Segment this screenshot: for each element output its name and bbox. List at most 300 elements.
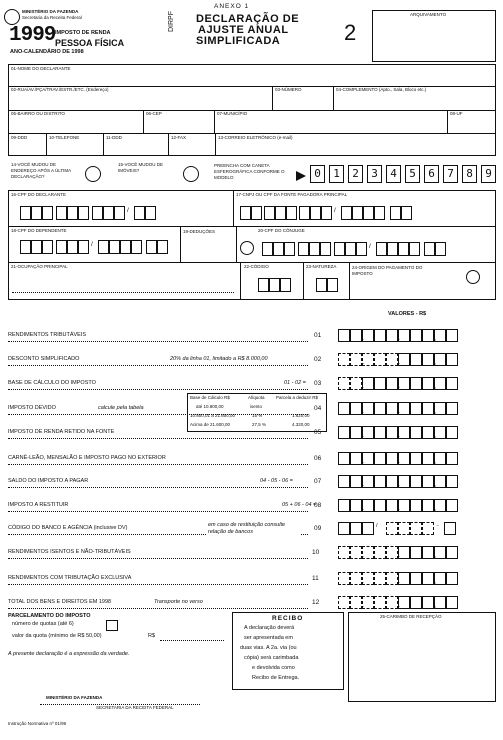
nature-label: 23-NATUREZA bbox=[306, 264, 337, 269]
dependent-cpf-label: 18-CPF DO DEPENDENTE bbox=[11, 228, 67, 233]
value-separator: . bbox=[363, 603, 365, 609]
divider bbox=[233, 190, 234, 226]
value-cell[interactable] bbox=[350, 426, 362, 439]
value-cell[interactable] bbox=[410, 596, 422, 609]
spouse-digit-cell[interactable] bbox=[424, 242, 435, 256]
cnpj-digit-cell[interactable] bbox=[374, 206, 385, 220]
value-cell[interactable] bbox=[446, 596, 458, 609]
line-label: IMPOSTO DE RENDA RETIDO NA FONTE bbox=[8, 429, 115, 435]
value-separator: . bbox=[399, 384, 401, 390]
spouse-digit-cell[interactable] bbox=[376, 242, 387, 256]
value-cell[interactable] bbox=[422, 499, 434, 512]
value-cell[interactable] bbox=[350, 546, 362, 559]
agency-code-cell[interactable] bbox=[386, 522, 398, 535]
dependent-digit-cell[interactable] bbox=[78, 240, 89, 254]
line-label: BASE DE CÁLCULO DO IMPOSTO bbox=[8, 380, 96, 386]
divider bbox=[214, 110, 215, 133]
value-cell[interactable] bbox=[362, 426, 374, 439]
reception-stamp-label: 25-CARIMBO DE RECEPÇÃO bbox=[380, 614, 442, 619]
digit-model-cell: 1 bbox=[329, 165, 344, 183]
value-cell[interactable] bbox=[410, 426, 422, 439]
slash-separator: / bbox=[91, 241, 93, 248]
line-leader bbox=[8, 365, 308, 366]
value-separator: . bbox=[399, 553, 401, 559]
bank-code-cell[interactable] bbox=[350, 522, 362, 535]
code-vertical: DIRPF bbox=[168, 11, 175, 32]
tax-table-r1c1: até 10.800,00 bbox=[196, 404, 224, 409]
agency-code-cell[interactable] bbox=[422, 522, 434, 535]
line-note: 04 - 05 - 06 = bbox=[260, 478, 293, 484]
value-cell[interactable] bbox=[398, 452, 410, 465]
value-cell[interactable] bbox=[410, 329, 422, 342]
spouse-digit-cell[interactable] bbox=[387, 242, 398, 256]
installment-value-field[interactable] bbox=[160, 640, 224, 641]
value-cell[interactable] bbox=[350, 329, 362, 342]
calendar-year: ANO-CALENDÁRIO DE 1998 bbox=[10, 49, 84, 55]
value-cell[interactable] bbox=[446, 572, 458, 585]
cnpj-digit-cell[interactable] bbox=[401, 206, 412, 220]
number-field-label: 03-NÚMERO bbox=[275, 87, 302, 92]
cpf-digit-cell[interactable] bbox=[42, 206, 53, 220]
spouse-digit-cell[interactable] bbox=[320, 242, 331, 256]
value-cell[interactable] bbox=[434, 377, 446, 390]
value-cell[interactable] bbox=[422, 572, 434, 585]
line-note: calcule pela tabela bbox=[98, 405, 144, 411]
archive-label: ARQUIVAMENTO bbox=[410, 12, 447, 17]
value-cell[interactable] bbox=[374, 377, 386, 390]
value-cell[interactable] bbox=[362, 596, 374, 609]
value-cell[interactable] bbox=[350, 499, 362, 512]
city-field-label: 07-MUNICÍPIO bbox=[217, 111, 248, 116]
value-separator: . bbox=[363, 336, 365, 342]
value-cell[interactable] bbox=[422, 353, 434, 366]
value-cell[interactable] bbox=[434, 546, 446, 559]
value-cell[interactable] bbox=[410, 546, 422, 559]
value-cell[interactable] bbox=[362, 475, 374, 488]
value-cell[interactable] bbox=[398, 546, 410, 559]
cpf-digit-cell[interactable] bbox=[114, 206, 125, 220]
value-cell[interactable] bbox=[446, 426, 458, 439]
value-cell[interactable] bbox=[434, 475, 446, 488]
value-cell[interactable] bbox=[446, 499, 458, 512]
value-cell[interactable] bbox=[338, 426, 350, 439]
value-cell[interactable] bbox=[362, 402, 374, 415]
value-cell[interactable] bbox=[410, 475, 422, 488]
divider bbox=[8, 262, 496, 263]
value-cell[interactable] bbox=[338, 475, 350, 488]
arrow-right-icon bbox=[296, 171, 306, 181]
line-note: 01 - 02 = bbox=[284, 380, 306, 386]
value-cell[interactable] bbox=[350, 402, 362, 415]
slash-separator: / bbox=[376, 523, 378, 529]
value-cell[interactable] bbox=[350, 572, 362, 585]
line-label: RENDIMENTOS ISENTOS E NÃO-TRIBUTÁVEIS bbox=[8, 549, 131, 555]
value-cell[interactable] bbox=[362, 353, 374, 366]
tax-type-2: PESSOA FÍSICA bbox=[55, 38, 125, 48]
value-cell[interactable] bbox=[338, 329, 350, 342]
cpf-digit-cell[interactable] bbox=[92, 206, 103, 220]
value-cell[interactable] bbox=[350, 452, 362, 465]
dash-separator: - bbox=[437, 523, 439, 529]
occupation-code-cell[interactable] bbox=[280, 278, 291, 292]
value-cell[interactable] bbox=[434, 329, 446, 342]
email-field-label: 13-CORREIO ELETRÔNICO (e-mail) bbox=[218, 135, 293, 140]
dependent-digit-cell[interactable] bbox=[109, 240, 120, 254]
value-cell[interactable] bbox=[434, 426, 446, 439]
cnpj-digit-cell[interactable] bbox=[321, 206, 332, 220]
value-separator: . bbox=[363, 482, 365, 488]
value-separator: . bbox=[363, 506, 365, 512]
slash-separator: / bbox=[369, 243, 371, 250]
value-cell[interactable] bbox=[350, 353, 362, 366]
value-cell[interactable] bbox=[386, 572, 398, 585]
installments-title: PARCELAMENTO DO IMPOSTO bbox=[8, 613, 91, 619]
dependent-digit-cell[interactable] bbox=[42, 240, 53, 254]
value-cell[interactable] bbox=[398, 475, 410, 488]
line-number: 01 bbox=[314, 332, 322, 339]
value-cell[interactable] bbox=[398, 596, 410, 609]
value-cell[interactable] bbox=[434, 402, 446, 415]
value-cell[interactable] bbox=[350, 377, 362, 390]
deductions-radio[interactable] bbox=[240, 241, 254, 255]
digit-model-cell: 8 bbox=[462, 165, 477, 183]
digit-model-cell: 7 bbox=[443, 165, 458, 183]
value-separator: , bbox=[435, 459, 437, 465]
value-cell[interactable] bbox=[422, 377, 434, 390]
value-cell[interactable] bbox=[338, 402, 350, 415]
value-cell[interactable] bbox=[374, 452, 386, 465]
divider bbox=[447, 110, 448, 133]
divider bbox=[240, 262, 241, 300]
tax-table-r2c1: 10.800,01 a 21.600,00 bbox=[190, 413, 236, 418]
divider bbox=[168, 133, 169, 156]
value-cell[interactable] bbox=[434, 452, 446, 465]
value-cell[interactable] bbox=[446, 329, 458, 342]
value-cell[interactable] bbox=[386, 546, 398, 559]
receipt-line-6: Recibo de Entrega. bbox=[252, 675, 300, 681]
dependent-digit-cell[interactable] bbox=[56, 240, 67, 254]
value-cell[interactable] bbox=[362, 572, 374, 585]
spouse-digit-cell[interactable] bbox=[284, 242, 295, 256]
line-label: RENDIMENTOS COM TRIBUTAÇÃO EXCLUSIVA bbox=[8, 575, 132, 581]
secretariat-name: Secretaria da Receita Federal bbox=[22, 15, 82, 20]
dependent-digit-cell[interactable] bbox=[20, 240, 31, 254]
value-cell[interactable] bbox=[386, 402, 398, 415]
slash-separator: / bbox=[127, 207, 129, 214]
reception-stamp-box[interactable] bbox=[348, 612, 496, 702]
complement-field-label: 04-COMPLEMENTO (Apto., Sala, Bloco etc.) bbox=[336, 87, 427, 92]
line-note: Transporte no verso bbox=[154, 599, 203, 605]
spouse-digit-cell[interactable] bbox=[409, 242, 420, 256]
value-cell[interactable] bbox=[434, 596, 446, 609]
cnpj-label: 17-CNPJ OU CPF DA FONTE PAGADORA PRINCIPAL bbox=[236, 192, 348, 197]
value-cell[interactable] bbox=[446, 353, 458, 366]
installments-count-field[interactable] bbox=[106, 620, 118, 631]
cpf-digit-cell[interactable] bbox=[78, 206, 89, 220]
value-separator: , bbox=[435, 336, 437, 342]
value-separator: . bbox=[399, 336, 401, 342]
installments-count: número de quotas (até 6) bbox=[12, 621, 74, 627]
cpf-digit-cell[interactable] bbox=[103, 206, 114, 220]
value-separator: , bbox=[435, 603, 437, 609]
value-cell[interactable] bbox=[410, 377, 422, 390]
value-cell[interactable] bbox=[374, 572, 386, 585]
line-number: 06 bbox=[314, 455, 322, 462]
line-note: 05 + 06 - 04 = bbox=[282, 502, 317, 508]
spouse-digit-cell[interactable] bbox=[262, 242, 273, 256]
value-cell[interactable] bbox=[434, 499, 446, 512]
value-cell[interactable] bbox=[386, 329, 398, 342]
cnpj-digit-cell[interactable] bbox=[352, 206, 363, 220]
value-cell[interactable] bbox=[362, 377, 374, 390]
value-cell[interactable] bbox=[338, 596, 350, 609]
line-label: IMPOSTO A RESTITUIR bbox=[8, 502, 69, 508]
occupation-label: 21-OCUPAÇÃO PRINCIPAL bbox=[11, 264, 68, 269]
value-cell[interactable] bbox=[398, 377, 410, 390]
value-cell[interactable] bbox=[338, 546, 350, 559]
divider bbox=[333, 86, 334, 110]
tax-table-r3c1: Acima de 21.600,00 bbox=[190, 422, 231, 427]
value-cell[interactable] bbox=[386, 426, 398, 439]
cnpj-digit-cell[interactable] bbox=[286, 206, 297, 220]
value-cell[interactable] bbox=[398, 572, 410, 585]
value-cell[interactable] bbox=[446, 475, 458, 488]
tax-type-1: IMPOSTO DE RENDA bbox=[55, 30, 111, 36]
value-cell[interactable] bbox=[374, 426, 386, 439]
line-number: 04 bbox=[314, 405, 322, 412]
value-cell[interactable] bbox=[350, 596, 362, 609]
value-separator: , bbox=[435, 553, 437, 559]
receipt-line-1: A declaração deverá bbox=[244, 625, 295, 631]
receipt-title: RECIBO bbox=[272, 615, 304, 622]
line-leader bbox=[8, 464, 308, 465]
cpf-digit-cell[interactable] bbox=[145, 206, 156, 220]
value-cell[interactable] bbox=[386, 596, 398, 609]
bank-code-cell[interactable] bbox=[362, 522, 374, 535]
spouse-digit-cell[interactable] bbox=[435, 242, 446, 256]
archive-box[interactable] bbox=[372, 10, 496, 62]
tax-table-h1: Base de Cálculo R$ bbox=[190, 395, 230, 400]
value-separator: . bbox=[399, 506, 401, 512]
value-cell[interactable] bbox=[398, 499, 410, 512]
value-cell[interactable] bbox=[386, 353, 398, 366]
line-leader bbox=[8, 558, 308, 559]
dependent-digit-cell[interactable] bbox=[157, 240, 168, 254]
value-separator: . bbox=[399, 579, 401, 585]
value-cell[interactable] bbox=[374, 329, 386, 342]
value-separator: , bbox=[435, 360, 437, 366]
value-cell[interactable] bbox=[374, 546, 386, 559]
value-cell[interactable] bbox=[422, 546, 434, 559]
value-cell[interactable] bbox=[446, 546, 458, 559]
occupation-code-cell[interactable] bbox=[269, 278, 280, 292]
cnpj-digit-cell[interactable] bbox=[310, 206, 321, 220]
value-separator: , bbox=[435, 579, 437, 585]
value-cell[interactable] bbox=[374, 402, 386, 415]
tax-table-h2: Alíquota bbox=[248, 395, 265, 400]
divider bbox=[8, 226, 496, 227]
value-separator: . bbox=[363, 433, 365, 439]
line-label: DESCONTO SIMPLIFICADO bbox=[8, 356, 80, 362]
divider bbox=[349, 262, 350, 300]
agency-dv-cell[interactable] bbox=[444, 522, 456, 535]
cnpj-digit-cell[interactable] bbox=[240, 206, 251, 220]
spouse-digit-cell[interactable] bbox=[398, 242, 409, 256]
value-cell[interactable] bbox=[422, 329, 434, 342]
value-cell[interactable] bbox=[434, 353, 446, 366]
value-cell[interactable] bbox=[362, 452, 374, 465]
value-cell[interactable] bbox=[350, 475, 362, 488]
ministry-bottom: MINISTÉRIO DA FAZENDA bbox=[46, 695, 103, 700]
cpf-digit-cell[interactable] bbox=[31, 206, 42, 220]
year-label: 1999 bbox=[9, 24, 56, 47]
spouse-digit-cell[interactable] bbox=[273, 242, 284, 256]
line-leader bbox=[8, 487, 308, 488]
value-cell[interactable] bbox=[410, 353, 422, 366]
value-cell[interactable] bbox=[422, 452, 434, 465]
line-number: 03 bbox=[314, 380, 322, 387]
value-separator: , bbox=[435, 409, 437, 415]
value-cell[interactable] bbox=[398, 353, 410, 366]
truth-statement: A presente declaração é a expressão da verdade. bbox=[8, 651, 130, 657]
value-cell[interactable] bbox=[446, 402, 458, 415]
form-title-2: AJUSTE ANUAL bbox=[198, 24, 289, 36]
value-separator: . bbox=[363, 360, 365, 366]
occupation-field[interactable] bbox=[12, 292, 234, 293]
value-cell[interactable] bbox=[338, 353, 350, 366]
value-cell[interactable] bbox=[410, 572, 422, 585]
value-cell[interactable] bbox=[422, 475, 434, 488]
value-cell[interactable] bbox=[398, 402, 410, 415]
cnpj-digit-cell[interactable] bbox=[251, 206, 262, 220]
value-cell[interactable] bbox=[434, 572, 446, 585]
cnpj-digit-cell[interactable] bbox=[275, 206, 286, 220]
value-cell[interactable] bbox=[338, 499, 350, 512]
flag-1-radio[interactable] bbox=[85, 166, 101, 182]
values-header: VALORES - R$ bbox=[388, 311, 427, 317]
agency-code-cell[interactable] bbox=[410, 522, 422, 535]
cnpj-digit-cell[interactable] bbox=[390, 206, 401, 220]
value-cell[interactable] bbox=[374, 353, 386, 366]
line-leader bbox=[8, 341, 308, 342]
spouse-cpf-label: 20-CPF DO CÔNJUGE bbox=[258, 228, 305, 233]
value-cell[interactable] bbox=[398, 329, 410, 342]
cep-field-label: 06-CEP bbox=[146, 111, 162, 116]
dependent-digit-cell[interactable] bbox=[67, 240, 78, 254]
cpf-digit-cell[interactable] bbox=[20, 206, 31, 220]
divider bbox=[143, 110, 144, 133]
value-cell[interactable] bbox=[410, 499, 422, 512]
dependent-digit-cell[interactable] bbox=[131, 240, 142, 254]
agency-code-cell[interactable] bbox=[398, 522, 410, 535]
dependent-digit-cell[interactable] bbox=[31, 240, 42, 254]
value-cell[interactable] bbox=[338, 377, 350, 390]
value-separator: . bbox=[399, 603, 401, 609]
value-cell[interactable] bbox=[362, 329, 374, 342]
cpf-digit-cell[interactable] bbox=[134, 206, 145, 220]
ddd-field-label: 09-DDD bbox=[11, 135, 28, 140]
value-cell[interactable] bbox=[362, 546, 374, 559]
value-cell[interactable] bbox=[374, 596, 386, 609]
digit-model-cell: 0 bbox=[310, 165, 325, 183]
value-separator: . bbox=[363, 384, 365, 390]
divider bbox=[8, 110, 496, 111]
cnpj-digit-cell[interactable] bbox=[264, 206, 275, 220]
value-cell[interactable] bbox=[446, 452, 458, 465]
value-cell[interactable] bbox=[386, 499, 398, 512]
value-cell[interactable] bbox=[374, 499, 386, 512]
tax-table-h3: Parcela a deduzir R$ bbox=[276, 395, 319, 400]
value-separator: . bbox=[399, 482, 401, 488]
cnpj-digit-cell[interactable] bbox=[341, 206, 352, 220]
spouse-digit-cell[interactable] bbox=[309, 242, 320, 256]
nature-code-cell[interactable] bbox=[316, 278, 327, 292]
cnpj-digit-cell[interactable] bbox=[363, 206, 374, 220]
value-cell[interactable] bbox=[446, 377, 458, 390]
cpf-digit-cell[interactable] bbox=[56, 206, 67, 220]
value-cell[interactable] bbox=[422, 596, 434, 609]
bank-code-cell[interactable] bbox=[338, 522, 350, 535]
cpf-label: 16-CPF DO DECLARANTE bbox=[11, 192, 67, 197]
flag-question-2: 15-VOCÊ MUDOU DE IMÓVEIS? bbox=[118, 162, 164, 173]
line-number: 09 bbox=[314, 525, 322, 532]
value-cell[interactable] bbox=[410, 452, 422, 465]
spouse-digit-cell[interactable] bbox=[334, 242, 345, 256]
value-cell[interactable] bbox=[386, 377, 398, 390]
value-cell[interactable] bbox=[386, 452, 398, 465]
value-cell[interactable] bbox=[338, 572, 350, 585]
flag-2-radio[interactable] bbox=[183, 166, 199, 182]
occupation-code-cell[interactable] bbox=[258, 278, 269, 292]
instruction-note: PREENCHA COM CANETA ESFEROGRÁFICA CONFORME O MODELO bbox=[214, 163, 285, 180]
divider bbox=[46, 133, 47, 156]
dependent-digit-cell[interactable] bbox=[98, 240, 109, 254]
cpf-digit-cell[interactable] bbox=[67, 206, 78, 220]
divider bbox=[215, 133, 216, 156]
spouse-digit-cell[interactable] bbox=[298, 242, 309, 256]
form-title-3: SIMPLIFICADA bbox=[196, 35, 281, 47]
spouse-digit-cell[interactable] bbox=[356, 242, 367, 256]
line-leader bbox=[8, 389, 308, 390]
dependent-digit-cell[interactable] bbox=[146, 240, 157, 254]
nature-code-cell[interactable] bbox=[327, 278, 338, 292]
name-field-label: 01-NOME DO DECLARANTE bbox=[11, 66, 71, 71]
value-separator: . bbox=[363, 553, 365, 559]
value-cell[interactable] bbox=[422, 426, 434, 439]
dependent-digit-cell[interactable] bbox=[120, 240, 131, 254]
value-cell[interactable] bbox=[386, 475, 398, 488]
cnpj-digit-cell[interactable] bbox=[299, 206, 310, 220]
value-cell[interactable] bbox=[410, 402, 422, 415]
uf-field-label: 08-UF bbox=[450, 111, 463, 116]
tax-table-r3c2: 27,5 % bbox=[252, 422, 267, 427]
value-cell[interactable] bbox=[362, 499, 374, 512]
spouse-digit-cell[interactable] bbox=[345, 242, 356, 256]
line-number: 11 bbox=[312, 575, 319, 582]
line-number: 12 bbox=[312, 599, 320, 606]
line-number: 08 bbox=[314, 502, 322, 509]
value-cell[interactable] bbox=[422, 402, 434, 415]
line-number: 05 bbox=[314, 429, 322, 436]
value-cell[interactable] bbox=[338, 452, 350, 465]
line-label: CÓDIGO DO BANCO E AGÊNCIA (inclusive DV) bbox=[8, 525, 128, 531]
bank-radio[interactable] bbox=[466, 270, 480, 284]
form-number: 2 bbox=[344, 20, 357, 45]
line-note: em caso de restituição consulte relação de bancos bbox=[206, 522, 300, 536]
value-cell[interactable] bbox=[374, 475, 386, 488]
value-cell[interactable] bbox=[398, 426, 410, 439]
line-leader bbox=[8, 414, 308, 415]
